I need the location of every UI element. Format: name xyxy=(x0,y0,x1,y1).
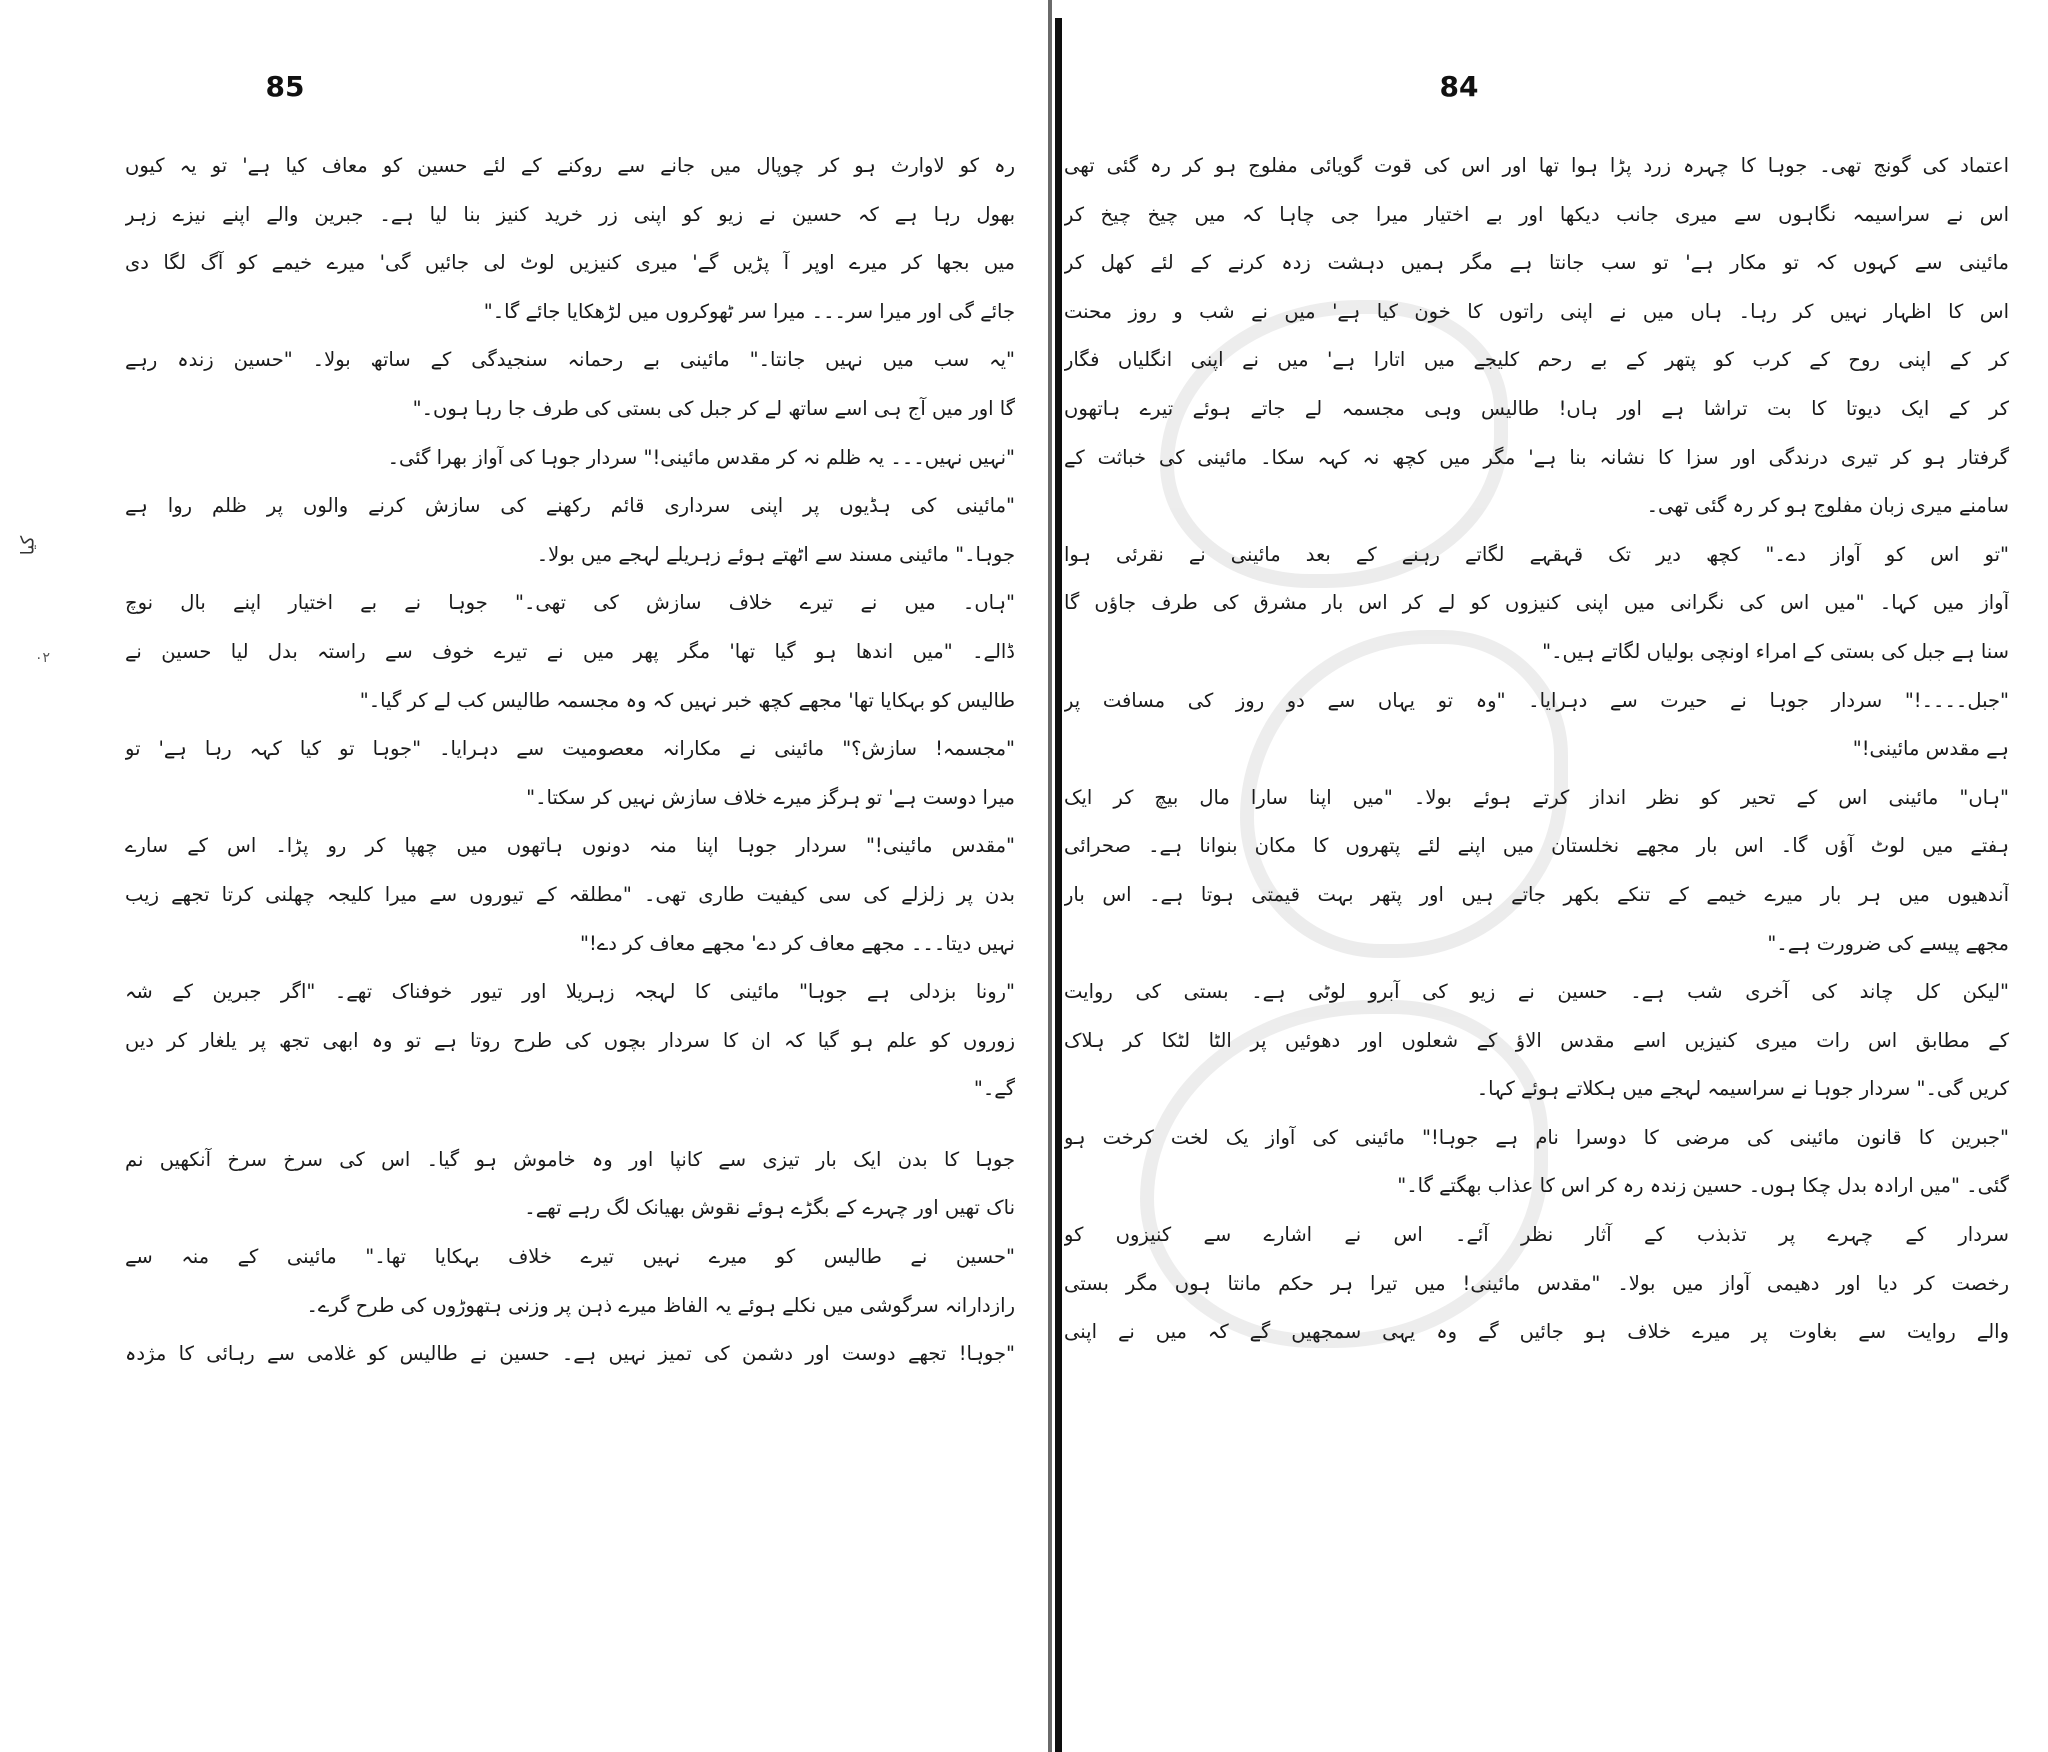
text-line: مائینی سے کہوں کہ تو مکار ہے' تو سب جانتا ہے مگر ہمیں دہشت زدہ کرنے کے لئے کھل کر xyxy=(1064,251,2009,275)
text-line: ہے مقدس مائینی!" xyxy=(1852,737,2009,761)
page-text xyxy=(125,142,1015,1379)
text-line: ڈالے۔ "میں اندھا ہو گیا تھا' مگر پھر میں نے تیرے خوف سے راستہ بدل لیا حسین نے xyxy=(125,639,1015,663)
text-line: "حسین نے طالیس کو میرے نہیں تیرے خلاف بہکایا تھا۔" مائینی کے منہ سے xyxy=(125,1245,1015,1269)
text-line xyxy=(125,1114,1015,1136)
text-line: ناک تھیں اور چہرے کے بگڑے ہوئے نقوش بھیانک لگ رہے تھے۔ xyxy=(524,1196,1015,1220)
text-line: اس نے سراسیمہ نگاہوں سے میری جانب دیکھا اور بے اختیار میرا جی چاہا کہ میں چیخ چیخ کر xyxy=(1064,202,2009,226)
text-line: آندھیوں میں ہر بار میرے خیمے کے تنکے بکھر جاتے ہیں اور پتھر بہت قیمتی ہوتا ہے۔ اس بار xyxy=(1064,882,2009,906)
text-line: کریں گی۔" سردار جوہا نے سراسیمہ لہجے میں ہکلاتے ہوئے کہا۔ xyxy=(1476,1077,2009,1101)
text-line: گئی۔ "میں ارادہ بدل چکا ہوں۔ حسین زندہ رہ کر اس کا عذاب بھگتے گا۔" xyxy=(1397,1174,2009,1198)
text-line: بھول رہا ہے کہ حسین نے زیو کو اپنی زر خرید کنیز بنا لیا ہے۔ جبرین والے اپنے نیزے زہر xyxy=(125,202,1015,226)
right-page xyxy=(1064,0,2048,1752)
text-line: "ہاں۔ میں نے تیرے خلاف سازش کی تھی۔" جوہا نے بے اختیار اپنے بال نوچ xyxy=(125,591,1015,615)
text-line: کر کے ایک دیوتا کا بت تراشا ہے اور ہاں! طالیس وہی مجسمہ لے جاتے ہوئے تیرے ہاتھوں xyxy=(1064,396,2009,420)
book-gutter xyxy=(1055,18,1062,1752)
text-line: طالیس کو بہکایا تھا' مجھے کچھ خبر نہیں کہ وہ مجسمہ طالیس کب لے کر گیا۔" xyxy=(359,688,1015,712)
page-number: 84 xyxy=(1439,70,1479,103)
text-line: رازدارانہ سرگوشی میں نکلے ہوئے یہ الفاظ میرے ذہن پر وزنی ہتھوڑوں کی طرح گرے۔ xyxy=(306,1293,1015,1317)
text-line: رہ کو لاوارث ہو کر چوپال میں جانے سے روکنے کے لئے حسین کو معاف کیا ہے' تو یہ کیوں xyxy=(125,154,1015,177)
margin-annotation: ٠٢ xyxy=(35,650,51,666)
text-line: "رونا بزدلی ہے جوہا" مائینی کا لہجہ زہریلا اور تیور خوفناک تھے۔ "اگر جبرین کے شہ xyxy=(125,980,1015,1004)
text-line: اس کا اظہار نہیں کر رہا۔ ہاں میں نے اپنی راتوں کا خون کیا ہے' میں نے شب و روز محنت xyxy=(1064,299,2009,323)
text-line: "مائینی کی ہڈیوں پر اپنی سرداری قائم رکھنے کی سازش کرنے والوں پر ظلم روا ہے xyxy=(125,494,1015,518)
text-line: جائے گی اور میرا سر۔۔۔ میرا سر ٹھوکروں میں لڑھکایا جائے گا۔" xyxy=(483,299,1015,323)
text-line: "مجسمہ! سازش؟" مائینی نے مکارانہ معصومیت سے دہرایا۔ "جوہا تو کیا کہہ رہا ہے' تو xyxy=(125,737,1015,761)
text-line: سامنے میری زبان مفلوج ہو کر رہ گئی تھی۔ xyxy=(1646,494,2009,518)
text-line: میرا دوست ہے' تو ہرگز میرے خلاف سازش نہیں کر سکتا۔" xyxy=(526,785,1015,809)
text-line: کر کے اپنی روح کے کرب کو پتھر کے بے رحم کلیجے میں اتارا ہے' میں نے اپنی انگلیاں فگار xyxy=(1064,348,2009,372)
text-line: کے مطابق اس رات میری کنیزیں اسے مقدس الاؤ کے شعلوں اور دھوئیں پر الٹا لٹکا کر ہلاک xyxy=(1064,1028,2009,1052)
page-number: 85 xyxy=(265,70,305,103)
page-text xyxy=(1064,142,2009,1357)
text-line: بدن پر زلزلے کی سی کیفیت طاری تھی۔ "مطلقہ کے تیوروں سے میرا کلیجہ چھلنی کرتا تجھے زیب xyxy=(125,882,1015,906)
text-line: گا اور میں آج ہی اسے ساتھ لے کر جبل کی بستی کی طرف جا رہا ہوں۔" xyxy=(412,396,1015,420)
text-line: "لیکن کل چاند کی آخری شب ہے۔ حسین نے زیو کی آبرو لوٹی ہے۔ بستی کی روایت xyxy=(1064,980,2009,1004)
text-line: گرفتار ہو کر تیری درندگی اور سزا کا نشانہ بنا ہے' مگر میں کچھ نہ کہہ سکا۔ مائینی کی خباثت کے xyxy=(1064,445,2009,469)
text-line: "نہیں نہیں۔۔۔ یہ ظلم نہ کر مقدس مائینی!" سردار جوہا کی آواز بھرا گئی۔ xyxy=(387,445,1015,469)
text-line: رخصت کر دیا اور دھیمی آواز میں بولا۔ "مقدس مائینی! میں تیرا ہر حکم مانتا ہوں مگر بستی xyxy=(1064,1271,2009,1295)
text-line: سنا ہے جبل کی بستی کے امراء اونچی بولیاں لگاتے ہیں۔" xyxy=(1542,639,2009,663)
text-line: "جوہا! تجھے دوست اور دشمن کی تمیز نہیں ہے۔ حسین نے طالیس کو غلامی سے رہائی کا مژدہ xyxy=(125,1342,1015,1366)
text-line: نہیں دیتا۔۔۔ مجھے معاف کر دے' مجھے معاف کر دے!" xyxy=(580,931,1015,955)
text-line: والے روایت سے بغاوت پر میرے خلاف ہو جائیں گے وہ یہی سمجھیں گے کہ میں نے اپنی xyxy=(1064,1320,2009,1344)
text-line: جوہا۔" مائینی مسند سے اٹھتے ہوئے زہریلے لہجے میں بولا۔ xyxy=(536,542,1015,566)
text-line: آواز میں کہا۔ "میں اس کی نگرانی میں اپنی کنیزوں کو لے کر اس بار مشرق کی طرف جاؤں گا xyxy=(1064,591,2009,615)
text-line: "جبل۔۔۔۔!" سردار جوہا نے حیرت سے دہرایا۔ "وہ تو یہاں سے دو روز کی مسافت پر xyxy=(1064,688,2009,712)
text-line: میں بجھا کر میرے اوپر آ پڑیں گے' میری کنیزیں لوٹ لی جائیں گی' میرے خیمے کو آگ لگا دی xyxy=(125,251,1015,275)
text-line: "تو اس کو آواز دے۔" کچھ دیر تک قہقہے لگاتے رہنے کے بعد مائینی نے نقرئی ہوا xyxy=(1064,542,2009,566)
text-line: زوروں کو علم ہو گیا کہ ان کا سردار بچوں کی طرح روتا ہے تو وہ ابھی تجھ پر یلغار کر دیں xyxy=(125,1028,1015,1052)
margin-annotation: کیا xyxy=(17,535,39,556)
text-line: گے۔" xyxy=(973,1077,1015,1101)
text-line: جوہا کا بدن ایک بار تیزی سے کانپا اور وہ خاموش ہو گیا۔ اس کی سرخ سرخ آنکھیں نم xyxy=(125,1147,1015,1171)
text-line: "مقدس مائینی!" سردار جوہا اپنا منہ دونوں ہاتھوں میں چھپا کر رو پڑا۔ اس کے سارے xyxy=(125,834,1015,858)
text-line: سردار کے چہرے پر تذبذب کے آثار نظر آئے۔ اس نے اشارے سے کنیزوں کو xyxy=(1064,1223,2009,1247)
text-line: مجھے پیسے کی ضرورت ہے۔" xyxy=(1767,931,2009,955)
text-line: ہفتے میں لوٹ آؤں گا۔ اس بار مجھے نخلستان میں اپنے لئے پتھروں کا مکان بنوانا ہے۔ صحرائی xyxy=(1064,834,2009,858)
text-line: "جبرین کا قانون مائینی کی مرضی کا دوسرا نام ہے جوہا!" مائینی کی آواز یک لخت کرخت ہو xyxy=(1064,1125,2009,1149)
text-line: اعتماد کی گونج تھی۔ جوہا کا چہرہ زرد پڑا ہوا تھا اور اس کی قوت گویائی مفلوج ہو کر رہ گئی تھی xyxy=(1064,154,2009,177)
text-line: "ہاں" مائینی اس کے تحیر کو نظر انداز کرتے ہوئے بولا۔ "میں اپنا سارا مال بیچ کر ایک xyxy=(1064,785,2009,809)
text-line: "یہ سب میں نہیں جانتا۔" مائینی بے رحمانہ سنجیدگی کے ساتھ بولا۔ "حسین زندہ رہے xyxy=(125,348,1015,372)
